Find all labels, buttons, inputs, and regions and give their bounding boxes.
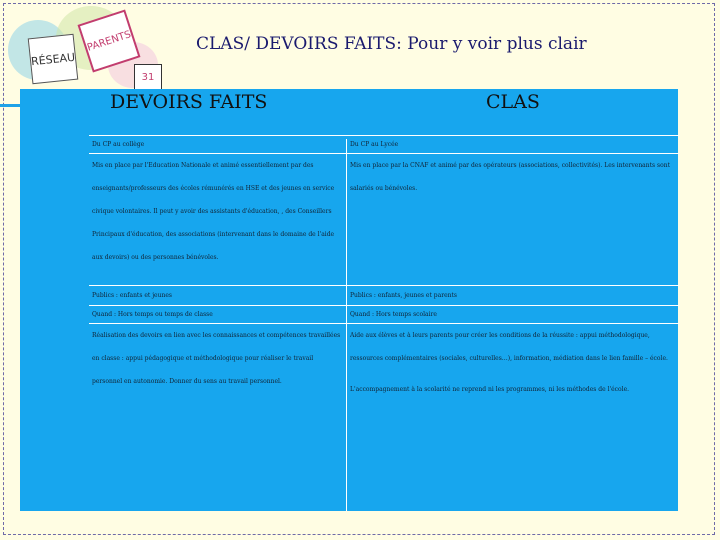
cell-devoirs-faits — [89, 306, 347, 323]
table-row — [89, 136, 679, 153]
cell-devoirs-faits — [89, 136, 347, 153]
logo-number-card: 31 — [134, 64, 162, 90]
comparison-panel — [20, 89, 678, 511]
cell-text: Aide aux élèves et à leurs parents pour créer les conditions de la réussite : appui méthodologique, ressources complémentaires (sociales, culturelles…), information, médiation dans le lien famille – école. — [350, 332, 668, 362]
cell-text: Publics : enfants et jeunes — [92, 292, 172, 299]
cell-clas — [347, 324, 679, 510]
cell-text: Mis en place par la CNAF et animé par des opérateurs (associations, collectivités). Les intervenants sont salariés ou bénévoles. — [350, 162, 670, 192]
column-header-clas: CLAS — [486, 91, 540, 113]
cell-text: Quand : Hors temps ou temps de classe — [92, 311, 213, 318]
column-header-devoirs-faits: DEVOIRS FAITS — [110, 91, 268, 113]
cell-clas — [347, 136, 679, 153]
cell-text: Publics : enfants, jeunes et parents — [350, 292, 457, 299]
cell-clas — [347, 154, 679, 284]
cell-clas — [347, 286, 679, 305]
cell-devoirs-faits — [89, 286, 347, 305]
accent-bar — [0, 104, 20, 107]
table-row — [89, 306, 679, 323]
logo-reseau-card: RÉSEAU — [28, 34, 79, 85]
cell-text: Quand : Hors temps scolaire — [350, 311, 437, 318]
table-row — [89, 286, 679, 305]
cell-devoirs-faits — [89, 154, 347, 284]
cell-devoirs-faits — [89, 324, 347, 510]
table-row — [89, 324, 679, 510]
cell-text: Réalisation des devoirs en lien avec les connaissances et compétences travaillées en classe : appui pédagogique et méthodologique pour réaliser le travail personnel en autonomie. Donner du sens au travail personnel. — [92, 332, 341, 385]
cell-text: Du CP au Lycée — [350, 141, 399, 148]
reseau-parents-logo — [8, 6, 158, 88]
column-divider — [346, 139, 347, 511]
cell-text: L'accompagnement à la scolarité ne reprend ni les programmes, ni les méthodes de l'école. — [350, 386, 630, 393]
cell-clas — [347, 306, 679, 323]
page-title: CLAS/ DEVOIRS FAITS: Pour y voir plus clair — [196, 34, 587, 54]
cell-text: Du CP au collège — [92, 141, 145, 148]
logo-parents-card: PARENTS — [77, 9, 140, 72]
table-row — [89, 154, 679, 284]
cell-text: Mis en place par l'Education Nationale et animé essentiellement par des enseignants/professeurs des écoles rémunérés en HSE et des jeunes en service civique volontaires. Il peut y avoir des assistants d'éducation, , des Conseillers Principaux d'éducation, des associations (intervenant dans le domaine de l'aide aux devoirs) ou des personnes bénévoles. — [92, 162, 335, 261]
